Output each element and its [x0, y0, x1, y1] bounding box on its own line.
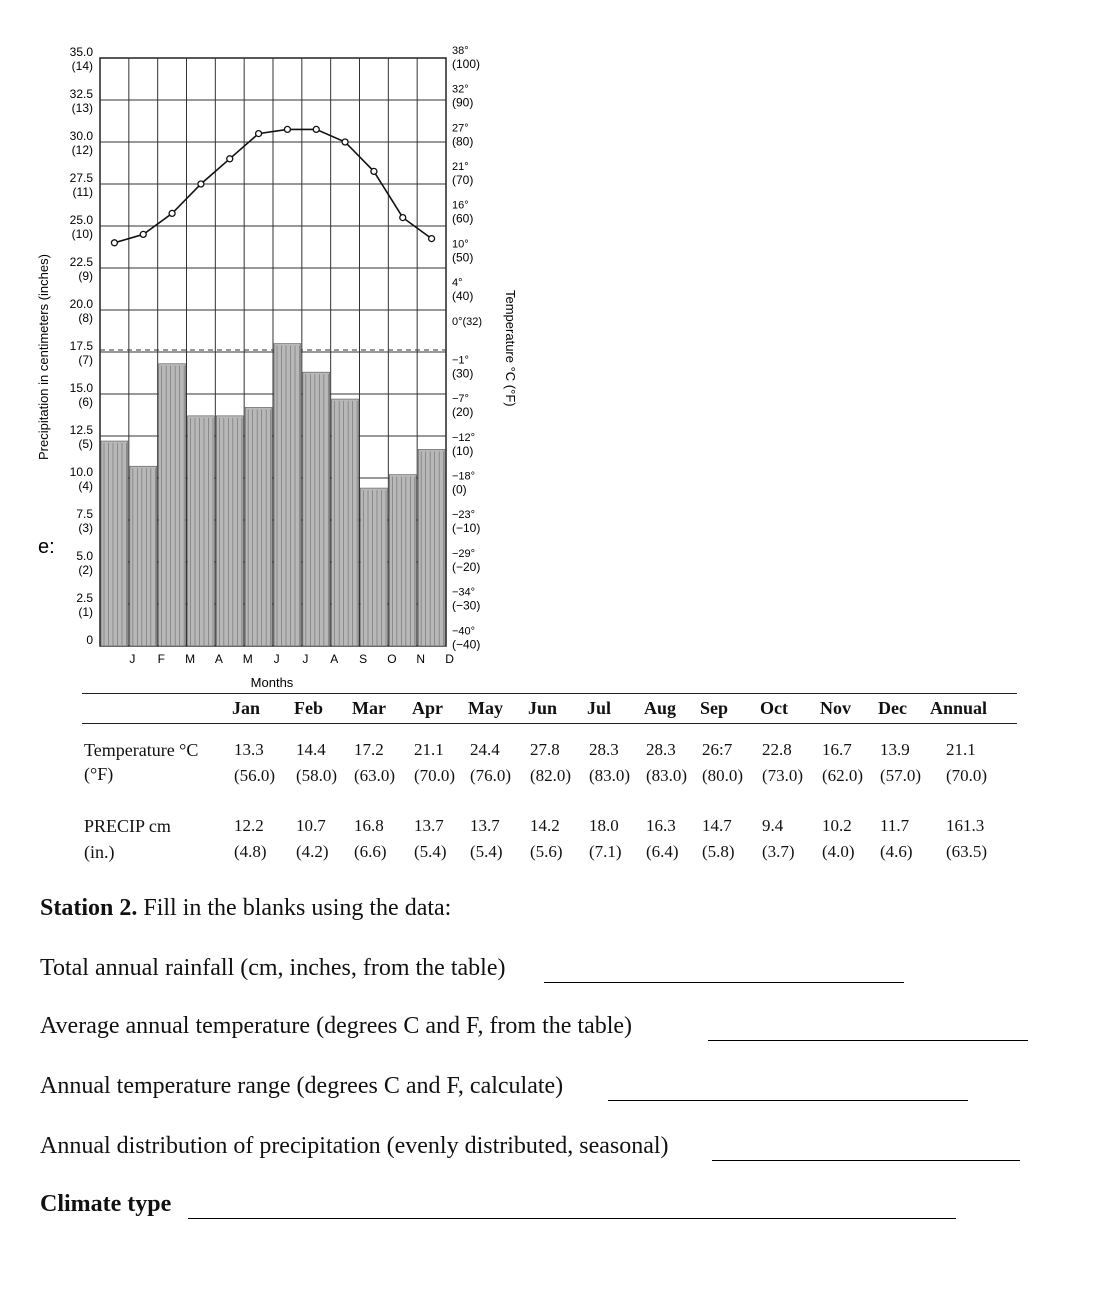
temp-f-cell: (83.0)	[646, 766, 688, 785]
question-temp-range: Annual temperature range (degrees C and F, calculate)	[40, 1073, 564, 1099]
temp-f-cell: (70.0)	[946, 766, 988, 785]
col-header-feb: Feb	[294, 698, 323, 718]
precip-in-cell: (6.4)	[646, 842, 679, 861]
precip-cm-cell: 13.7	[414, 816, 444, 835]
left-tick-in: (6)	[78, 395, 93, 409]
temp-point-J	[111, 240, 117, 246]
temp-point-O	[371, 168, 377, 174]
temp-c-cell: 26:7	[702, 740, 733, 759]
right-tick-f: (0)	[452, 482, 467, 497]
right-tick-c: −7°	[452, 393, 469, 406]
left-tick-in: (5)	[78, 437, 93, 451]
temp-f-cell: (62.0)	[822, 766, 864, 785]
side-marker: e:	[38, 536, 55, 558]
precip-bar-F	[130, 466, 157, 646]
month-tick-6: J	[302, 652, 309, 666]
precip-cm-cell: 12.2	[234, 816, 264, 835]
question-avg-temp: Average annual temperature (degrees C and F, from the table)	[40, 1013, 633, 1039]
right-tick-f: (40)	[452, 289, 474, 304]
right-tick-c: 21°	[452, 161, 469, 174]
temp-point-M	[169, 210, 175, 216]
left-tick-cm: 5.0	[76, 549, 93, 563]
precip-bar-O	[361, 488, 388, 646]
month-tick-3: A	[214, 652, 223, 666]
right-tick-f: (20)	[452, 405, 474, 420]
temp-f-cell: (57.0)	[880, 766, 922, 785]
left-tick-in: (1)	[78, 605, 93, 619]
right-axis-label: Temperature °C (°F)	[503, 290, 518, 407]
left-tick-cm: 0	[86, 633, 93, 647]
precip-bar-J	[101, 441, 128, 646]
left-tick-in: (11)	[72, 185, 93, 199]
precip-bar-M	[216, 416, 243, 646]
temp-f-cell: (63.0)	[354, 766, 396, 785]
right-axis-ticks	[452, 45, 482, 651]
temp-c-cell: 27.8	[530, 740, 560, 759]
question-climate-type: Climate type	[40, 1191, 172, 1217]
precip-cm-cell: 9.4	[762, 816, 784, 835]
precip-cm-cell: 10.7	[296, 816, 326, 835]
right-tick-f: (−10)	[452, 521, 481, 536]
x-axis-label: Months	[250, 675, 294, 690]
station-title-rest: Fill in the blanks using the data:	[137, 895, 452, 921]
precip-in-cell: (7.1)	[589, 842, 622, 861]
precip-bar-D	[418, 449, 445, 646]
temp-c-cell: 22.8	[762, 740, 792, 759]
precip-bar-A	[188, 416, 215, 646]
question-precip-distribution: Annual distribution of precipitation (evenly distributed, seasonal)	[40, 1133, 669, 1159]
left-tick-in: (8)	[78, 311, 93, 325]
temp-point-M	[227, 156, 233, 162]
left-axis-ticks	[70, 45, 94, 647]
col-header-oct: Oct	[760, 698, 788, 718]
left-tick-cm: 35.0	[69, 45, 93, 59]
left-tick-cm: 12.5	[69, 423, 93, 437]
right-tick-c: 38°	[452, 45, 469, 57]
temp-f-cell: (82.0)	[530, 766, 572, 785]
right-tick-f: (10)	[452, 443, 474, 458]
left-tick-cm: 15.0	[69, 381, 93, 395]
precip-cm-cell: 14.7	[702, 816, 732, 835]
col-header-dec: Dec	[878, 698, 907, 718]
answer-precip-distribution[interactable]	[712, 1160, 1020, 1161]
temp-c-cell: 14.4	[296, 740, 326, 759]
right-tick-f: (60)	[452, 211, 474, 226]
left-tick-cm: 32.5	[69, 87, 93, 101]
month-tick-8: S	[359, 652, 368, 666]
left-tick-cm: 27.5	[69, 171, 93, 185]
question-total-rainfall: Total annual rainfall (cm, inches, from the table)	[40, 955, 506, 981]
left-tick-in: (3)	[78, 521, 93, 535]
left-tick-cm: 17.5	[69, 339, 93, 353]
right-tick-c: −12°	[452, 431, 476, 444]
right-tick-c: 16°	[452, 199, 469, 212]
right-tick-c: 0°(32)	[452, 315, 483, 328]
temp-c-cell: 24.4	[470, 740, 500, 759]
precip-in-cell: (5.6)	[530, 842, 563, 861]
temp-f-cell: (70.0)	[414, 766, 456, 785]
right-tick-f: (−20)	[452, 559, 481, 574]
left-tick-in: (10)	[71, 227, 93, 241]
left-tick-cm: 22.5	[69, 255, 93, 269]
left-axis-label: Precipitation in centimeters (inches)	[36, 254, 51, 460]
col-header-mar: Mar	[352, 698, 386, 718]
precip-bar-A	[303, 372, 330, 646]
right-tick-f: (−30)	[452, 598, 481, 613]
month-tick-10: N	[416, 652, 426, 666]
month-tick-2: M	[185, 652, 196, 666]
left-tick-cm: 25.0	[69, 213, 93, 227]
precip-cm-cell: 18.0	[589, 816, 619, 835]
temp-point-N	[400, 215, 406, 221]
left-tick-in: (9)	[78, 269, 93, 283]
precip-in-cell: (4.8)	[234, 842, 267, 861]
left-tick-cm: 20.0	[69, 297, 93, 311]
left-tick-cm: 7.5	[76, 507, 93, 521]
precip-in-cell: (4.2)	[296, 842, 329, 861]
climograph	[0, 0, 560, 690]
precip-in-cell: (5.4)	[470, 842, 503, 861]
temp-point-F	[140, 231, 146, 237]
right-tick-f: (80)	[452, 134, 474, 149]
col-header-sep: Sep	[700, 698, 729, 718]
right-tick-f: (−40)	[452, 637, 481, 652]
temp-c-cell: 21.1	[414, 740, 444, 759]
right-tick-c: −40°	[452, 625, 476, 638]
precip-bar-J	[274, 344, 301, 646]
month-tick-0: J	[129, 652, 136, 666]
temp-f-cell: (83.0)	[589, 766, 631, 785]
temp-point-D	[429, 236, 435, 242]
right-tick-f: (50)	[452, 250, 474, 265]
right-tick-c: −34°	[452, 586, 476, 599]
temp-c-cell: 17.2	[354, 740, 384, 759]
col-header-annual: Annual	[930, 698, 988, 718]
precip-bar-M	[159, 364, 186, 646]
right-tick-c: −29°	[452, 547, 476, 560]
month-tick-1: F	[157, 652, 165, 666]
left-tick-cm: 10.0	[69, 465, 93, 479]
right-tick-c: 27°	[452, 122, 469, 135]
precip-in-cell: (63.5)	[946, 842, 988, 861]
precip-cm-cell: 16.3	[646, 816, 676, 835]
left-tick-cm: 2.5	[76, 591, 93, 605]
precip-cm-cell: 11.7	[880, 816, 910, 835]
right-tick-c: −1°	[452, 354, 469, 367]
precip-row-label-in: (in.)	[84, 842, 115, 862]
temp-row-label: Temperature °C	[84, 740, 199, 760]
table-header-rule	[82, 723, 1017, 724]
month-tick-4: M	[242, 652, 253, 666]
month-tick-11: D	[445, 652, 454, 666]
month-tick-7: A	[330, 652, 339, 666]
month-ticks	[129, 652, 454, 666]
right-tick-f: (30)	[452, 366, 474, 381]
right-tick-c: 10°	[452, 238, 469, 251]
answer-temp-range[interactable]	[608, 1100, 968, 1101]
temp-point-A	[313, 126, 319, 132]
precip-bar-N	[389, 475, 416, 646]
right-tick-c: −23°	[452, 509, 476, 522]
precip-cm-cell: 161.3	[946, 816, 985, 835]
col-header-nov: Nov	[820, 698, 851, 718]
left-tick-in: (7)	[78, 353, 93, 367]
temp-f-cell: (56.0)	[234, 766, 276, 785]
precip-cm-cell: 13.7	[470, 816, 500, 835]
temp-f-cell: (58.0)	[296, 766, 338, 785]
temp-point-S	[342, 139, 348, 145]
answer-total-rainfall[interactable]	[544, 982, 904, 983]
left-tick-in: (14)	[71, 59, 93, 73]
right-tick-c: 32°	[452, 83, 469, 96]
temp-c-cell: 28.3	[646, 740, 676, 759]
left-tick-in: (4)	[78, 479, 93, 493]
temp-row-label-f: (°F)	[84, 764, 114, 784]
precip-in-cell: (4.6)	[880, 842, 913, 861]
climate-data-table	[82, 690, 1017, 870]
precip-bar-J	[245, 407, 272, 646]
left-tick-cm: 30.0	[69, 129, 93, 143]
temp-c-cell: 21.1	[946, 740, 976, 759]
temp-c-cell: 16.7	[822, 740, 852, 759]
col-header-jun: Jun	[528, 698, 558, 718]
left-tick-in: (2)	[78, 563, 93, 577]
station-title-bold: Station 2.	[40, 895, 138, 921]
left-tick-in: (13)	[71, 101, 93, 115]
temp-f-cell: (76.0)	[470, 766, 512, 785]
right-tick-f: (100)	[452, 57, 481, 71]
col-header-apr: Apr	[412, 698, 443, 718]
precip-cm-cell: 10.2	[822, 816, 852, 835]
answer-avg-temp[interactable]	[708, 1040, 1028, 1041]
right-tick-f: (70)	[452, 173, 474, 188]
temp-c-cell: 28.3	[589, 740, 619, 759]
temp-c-cell: 13.9	[880, 740, 910, 759]
temp-point-A	[198, 181, 204, 187]
left-tick-in: (12)	[71, 143, 93, 157]
right-tick-f: (90)	[452, 95, 474, 110]
precip-in-cell: (5.4)	[414, 842, 447, 861]
month-tick-9: O	[387, 652, 397, 666]
precip-in-cell: (5.8)	[702, 842, 735, 861]
precip-in-cell: (4.0)	[822, 842, 855, 861]
answer-climate-type[interactable]	[188, 1218, 956, 1219]
temp-f-cell: (80.0)	[702, 766, 744, 785]
precip-cm-cell: 16.8	[354, 816, 384, 835]
table-top-rule	[82, 693, 1017, 694]
precip-in-cell: (6.6)	[354, 842, 387, 861]
temp-point-J	[256, 131, 262, 137]
precip-cm-cell: 14.2	[530, 816, 560, 835]
precip-row-label: PRECIP cm	[84, 816, 171, 836]
right-tick-c: −18°	[452, 470, 476, 483]
col-header-aug: Aug	[644, 698, 677, 718]
precip-bar-S	[332, 399, 359, 646]
col-header-jan: Jan	[232, 698, 261, 718]
precip-in-cell: (3.7)	[762, 842, 795, 861]
right-tick-c: 4°	[452, 277, 463, 290]
col-header-jul: Jul	[587, 698, 612, 718]
temp-point-J	[284, 126, 290, 132]
col-header-may: May	[468, 698, 503, 718]
temp-c-cell: 13.3	[234, 740, 264, 759]
temp-f-cell: (73.0)	[762, 766, 804, 785]
station-title	[40, 895, 451, 922]
month-tick-5: J	[273, 652, 280, 666]
